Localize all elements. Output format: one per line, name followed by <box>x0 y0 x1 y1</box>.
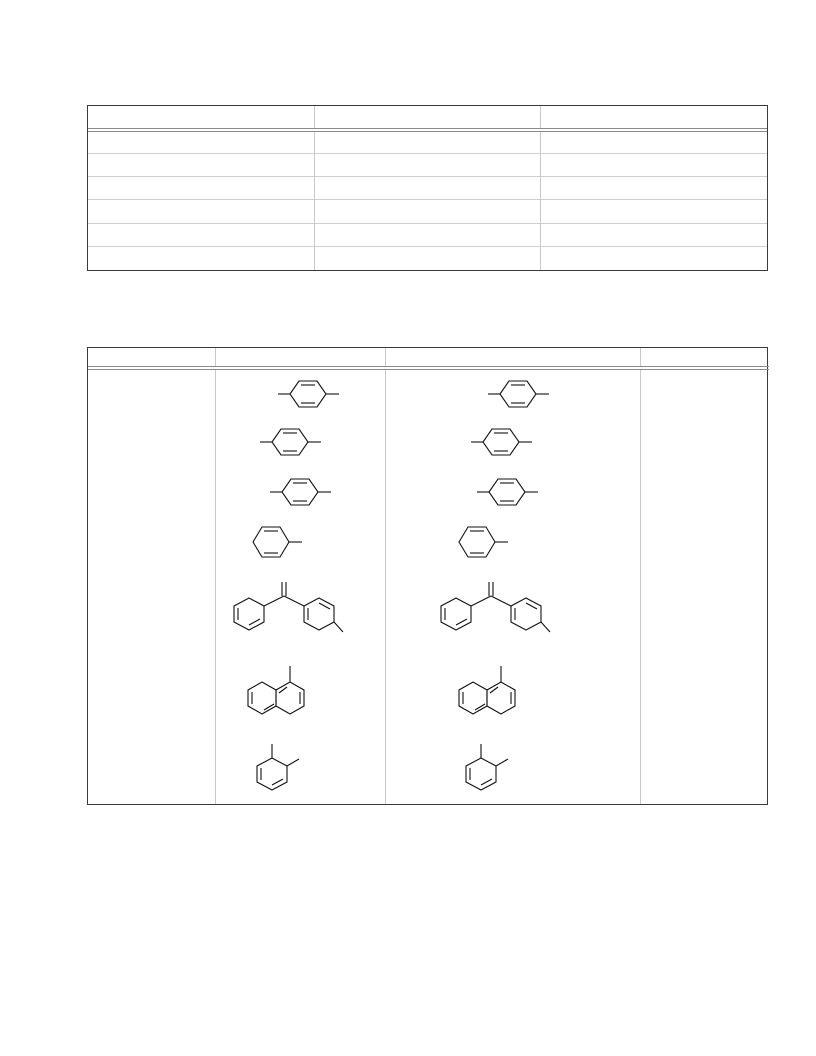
table-cell <box>314 130 540 153</box>
methyl-benzophenone-icon <box>437 580 561 638</box>
table-1-header-row <box>88 106 767 130</box>
table-2-header-cell <box>88 348 215 368</box>
methyl-benzophenone-icon <box>230 580 354 638</box>
para-xylene-icon <box>252 420 332 464</box>
table-cell <box>541 130 767 153</box>
toluene-icon <box>248 520 312 564</box>
table-cell <box>88 153 314 176</box>
table-cell <box>88 177 314 200</box>
table-cell <box>88 200 314 223</box>
para-xylene-icon <box>262 470 342 514</box>
table-1-header-cell <box>541 106 767 130</box>
table-2-header-row <box>88 348 769 368</box>
table-cell <box>314 177 540 200</box>
table-cell <box>541 200 767 223</box>
table-2-header-cell <box>640 348 769 368</box>
table-1 <box>87 105 768 271</box>
table-cell <box>541 177 767 200</box>
table-row <box>88 223 767 246</box>
table-row <box>88 200 767 223</box>
methylnaphthalene-icon <box>244 660 324 720</box>
table-2-header-cell <box>385 348 640 368</box>
table-1-header-cell <box>314 106 540 130</box>
table-1-header-cell <box>88 106 314 130</box>
table-cell <box>541 247 767 270</box>
table-row <box>88 130 767 153</box>
para-xylene-icon <box>480 372 560 416</box>
table-row <box>88 177 767 200</box>
table-row <box>88 153 767 176</box>
ortho-xylene-icon <box>250 740 310 798</box>
table-2-header-cell <box>215 348 385 368</box>
table-cell <box>314 200 540 223</box>
table-row <box>88 247 767 270</box>
table-cell <box>314 153 540 176</box>
table-cell <box>88 130 314 153</box>
table-cell <box>88 223 314 246</box>
table-cell <box>541 223 767 246</box>
para-xylene-icon <box>469 470 549 514</box>
table-row <box>88 368 769 804</box>
methylnaphthalene-icon <box>455 660 535 720</box>
para-xylene-icon <box>270 372 350 416</box>
ortho-xylene-icon <box>459 740 519 798</box>
para-xylene-icon <box>463 420 543 464</box>
toluene-icon <box>454 520 518 564</box>
table-2 <box>87 347 768 805</box>
table-cell <box>88 368 215 804</box>
table-cell <box>640 368 769 804</box>
table-cell <box>88 247 314 270</box>
table-cell <box>541 153 767 176</box>
table-cell <box>314 223 540 246</box>
table-cell <box>314 247 540 270</box>
